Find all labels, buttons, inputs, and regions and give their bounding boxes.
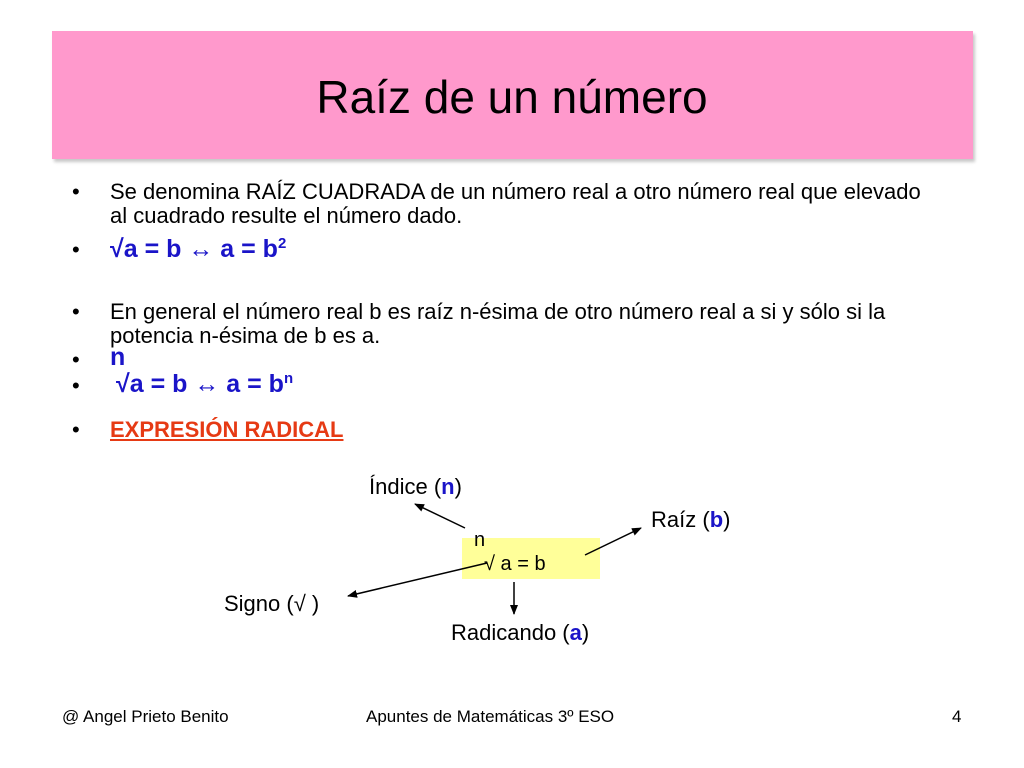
page-number: 4 [952,707,962,726]
section-heading: EXPRESIÓN RADICAL [110,417,344,442]
indice-label: Índice (n) [369,474,462,499]
formula-exponent: 2 [277,235,287,252]
definition-square-root: Se denomina RAÍZ CUADRADA de un número real a otro número real que elevado al cuadrado resulte el número dado. [110,179,921,228]
expression-index: n [474,529,486,551]
radical-expression: √ a = b [484,553,546,575]
arrow-to-indice [415,504,465,528]
formula-main: √a = b ↔ a = b [110,235,278,263]
bullet-dot: • [72,237,80,262]
slide-title: Raíz de un número [316,71,708,123]
raiz-label: Raíz (b) [651,507,731,532]
arrow-to-raiz [585,528,641,555]
radicando-label: Radicando (a) [451,620,590,645]
signo-label: Signo (√ ) [224,591,320,616]
formula-exponent: n [283,370,294,387]
footer-course: Apuntes de Matemáticas 3º ESO [366,707,615,726]
formula-main: √a = b ↔ a = b [116,370,284,398]
arrow-to-signo [348,563,487,596]
bullet-dot: • [72,373,80,398]
bullet-dot: • [72,299,80,324]
definition-nth-root: En general el número real b es raíz n-ésima de otro número real a si y sólo si la potencia n-ésima de b es a. [110,299,886,348]
bullet-dot: • [72,179,80,204]
bullet-dot: • [72,347,80,372]
footer-author: @ Angel Prieto Benito [62,707,229,726]
bullet-dot: • [72,417,80,442]
formula-root-index: n [110,343,126,371]
